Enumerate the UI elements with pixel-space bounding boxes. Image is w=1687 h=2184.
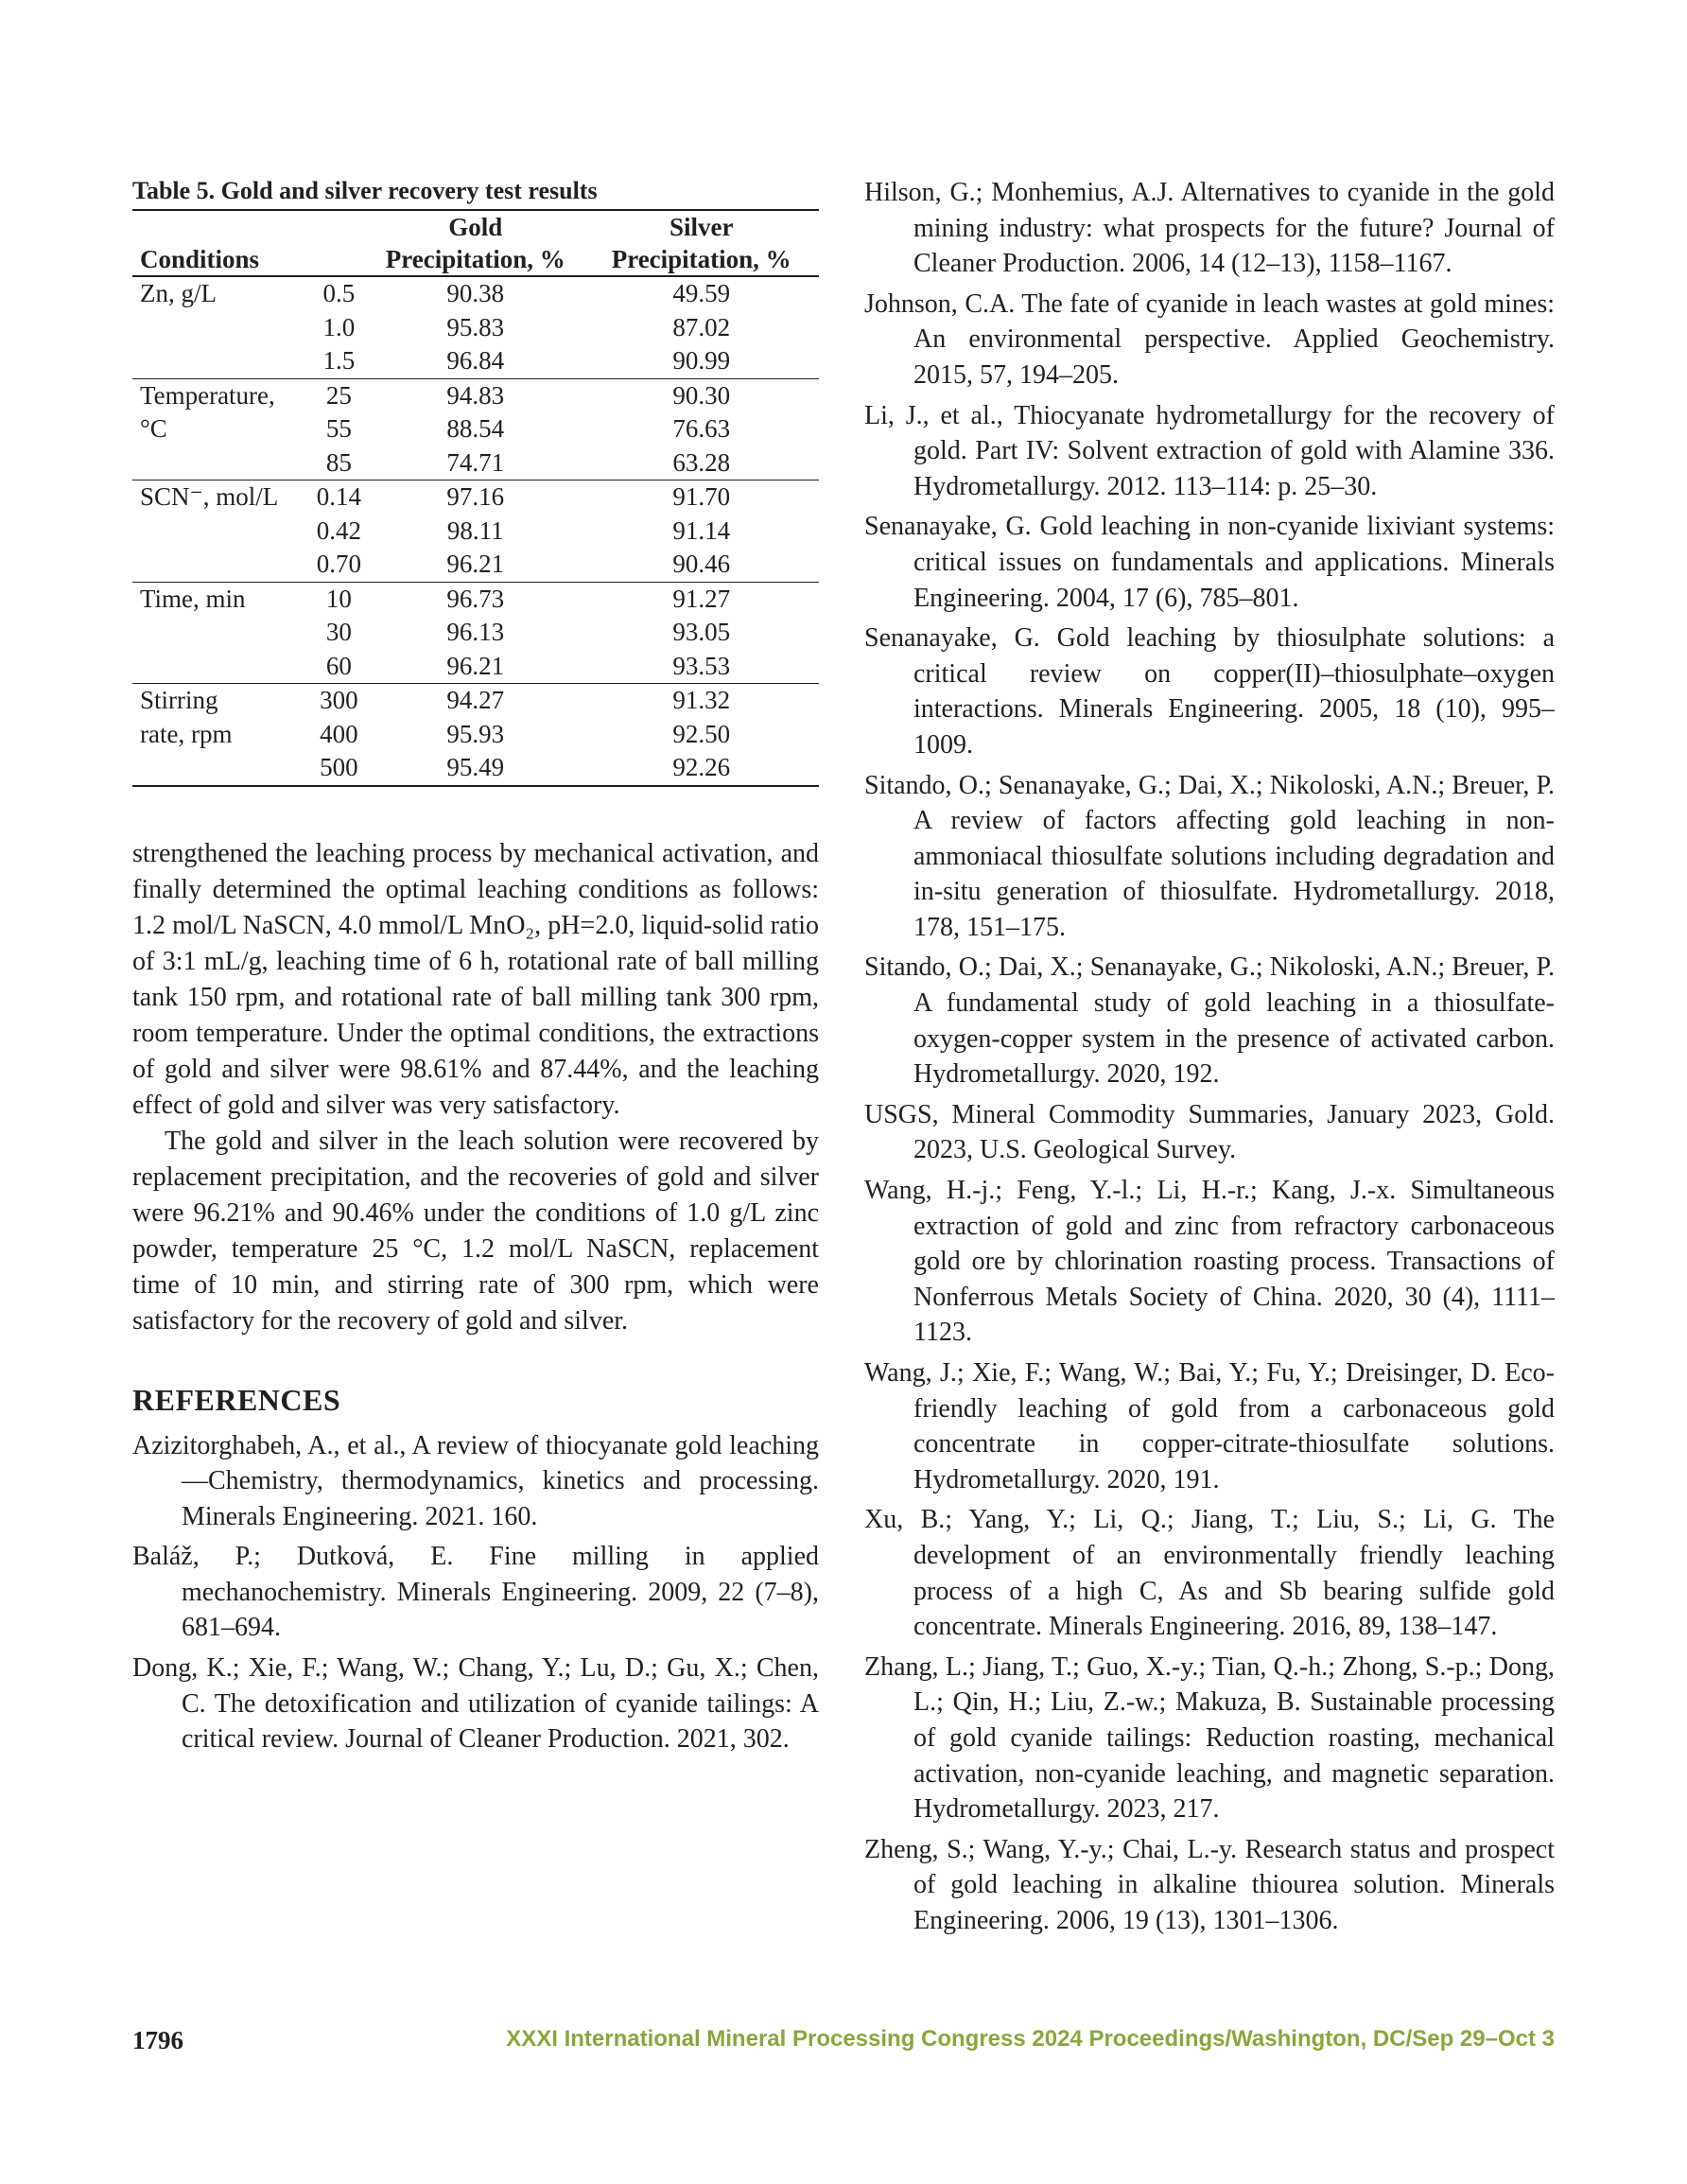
results-table xyxy=(132,209,819,787)
footer-title: XXXI International Mineral Processing Congress 2024 Proceedings/Washington, DC/Sep 29–Oct 3 xyxy=(506,2026,1555,2052)
cell-value: 300 xyxy=(320,686,358,714)
cell-condition: Stirring xyxy=(140,686,218,714)
cell-value: 500 xyxy=(311,751,368,786)
header-spacer xyxy=(132,210,311,243)
reference-item: Li, J., et al., Thiocyanate hydrometallurgy for the recovery of gold. Part IV: Solvent extraction of gold with Alamine 336. Hydrometallurgy. 2012. 113–114: p. 25–30. xyxy=(864,400,1555,501)
cell-silver: 92.50 xyxy=(672,719,731,748)
reference-item: Baláž, P.; Dutková, E. Fine milling in applied mechanochemistry. Minerals Engineering. 2009, 22 (7–8), 681–694. xyxy=(132,1542,819,1643)
cell-gold: 90.38 xyxy=(446,279,505,307)
cell-silver: 91.32 xyxy=(672,686,731,714)
body-text xyxy=(132,836,819,1339)
table-caption: Table 5. Gold and silver recovery test results xyxy=(132,177,598,204)
right-column xyxy=(864,175,1555,1944)
table-row xyxy=(132,650,819,684)
header-gold-line2: Precipitation, % xyxy=(367,243,583,276)
table-row xyxy=(132,751,819,786)
cell-value: 55 xyxy=(325,414,352,443)
reference-item: Zhang, L.; Jiang, T.; Guo, X.-y.; Tian, Q.-h.; Zhong, S.-p.; Dong, L.; Qin, H.; Liu, Z.-w.; Makuza, B. Sustainable processing of gold cyanide tailings: Reduction roasting, mechanical activation, non-cyanide leaching, and magnetic separation. Hydrometallurgy. 2023, 217. xyxy=(864,1651,1555,1825)
table-row xyxy=(132,582,819,616)
reference-item: Johnson, C.A. The fate of cyanide in leach wastes at gold mines: An environmental perspective. Applied Geochemistry. 2015, 57, 194–205. xyxy=(864,288,1555,390)
cell-gold: 74.71 xyxy=(367,446,583,480)
cell-value: 25 xyxy=(325,380,352,410)
cell-gold: 96.84 xyxy=(367,344,583,378)
cell-gold: 95.93 xyxy=(446,719,505,748)
reference-item: Xu, B.; Yang, Y.; Li, Q.; Jiang, T.; Liu, S.; Li, G. The development of an environmentally friendly leaching process of a high C, As and Sb bearing sulfide gold concentrate. Minerals Engineering. 2016, 89, 138–147. xyxy=(864,1505,1555,1642)
cell-silver: 49.59 xyxy=(672,279,731,307)
cell-condition xyxy=(132,616,311,650)
cell-gold: 95.83 xyxy=(446,312,505,341)
cell-silver: 90.99 xyxy=(583,344,819,378)
cell-value: 60 xyxy=(311,650,368,684)
cell-condition: Zn, g/L xyxy=(140,279,217,307)
header-silver-line1: Silver xyxy=(583,210,819,243)
cell-gold: 96.13 xyxy=(446,618,505,646)
header-conditions: Conditions xyxy=(132,243,311,276)
cell-value: 0.70 xyxy=(311,548,368,582)
cell-condition xyxy=(132,515,311,549)
cell-silver: 91.14 xyxy=(672,515,731,545)
cell-value: 0.42 xyxy=(316,515,361,545)
cell-silver: 63.28 xyxy=(583,446,819,480)
cell-silver: 93.05 xyxy=(672,618,731,646)
cell-gold: 96.21 xyxy=(367,548,583,582)
cell-gold: 94.27 xyxy=(446,686,505,714)
reference-item: Azizitorghabeh, A., et al., A review of thiocyanate gold leaching—Chemistry, thermodynamics, kinetics and processing. Minerals Engineering. 2021. 160. xyxy=(132,1430,819,1531)
table-row xyxy=(132,515,819,549)
cell-gold: 97.16 xyxy=(446,482,505,511)
cell-gold: 94.83 xyxy=(446,380,505,410)
reference-item: Sitando, O.; Dai, X.; Senanayake, G.; Nikoloski, A.N.; Breuer, P. A fundamental study of gold leaching in a thiosulfate-oxygen-copper system in the presence of activated carbon. Hydrometallurgy. 2020, 192. xyxy=(864,952,1555,1090)
cell-silver: 93.53 xyxy=(583,650,819,684)
cell-silver: 91.70 xyxy=(672,482,731,511)
cell-silver: 76.63 xyxy=(672,414,731,443)
cell-condition xyxy=(132,344,311,378)
body-paragraph: The gold and silver in the leach solution were recovered by replacement precipitation, and the recoveries of gold and silver were 96.21% and 90.46% under the conditions of 1.0 g/L zinc powder, temperature 25 °C, 1.2 mol/L NaSCN, replacement time of 10 min, and stirring rate of 300 rpm, which were satisfactory for the recovery of gold and silver. xyxy=(132,1126,819,1336)
cell-value: 400 xyxy=(320,719,358,748)
table-row xyxy=(132,446,819,480)
table-row xyxy=(132,412,819,446)
cell-condition xyxy=(132,446,311,480)
cell-condition: Time, min xyxy=(140,584,246,613)
cell-silver: 90.30 xyxy=(672,380,731,410)
table-row xyxy=(132,311,819,345)
reference-item: Hilson, G.; Monhemius, A.J. Alternatives to cyanide in the gold mining industry: what prospects for the future? Journal of Cleaner Production. 2006, 14 (12–13), 1158–1167. xyxy=(864,178,1555,279)
table-row xyxy=(132,378,819,412)
reference-item: USGS, Mineral Commodity Summaries, January 2023, Gold. 2023, U.S. Geological Survey. xyxy=(864,1099,1555,1165)
cell-gold: 96.21 xyxy=(367,650,583,684)
cell-value: 0.5 xyxy=(322,279,356,307)
table-row xyxy=(132,616,819,650)
header-spacer xyxy=(311,210,368,243)
cell-condition: Temperature, xyxy=(140,380,275,410)
table-row xyxy=(132,344,819,378)
cell-value: 85 xyxy=(311,446,368,480)
cell-value: 1.0 xyxy=(322,312,356,341)
cell-condition xyxy=(132,311,311,345)
cell-gold: 95.49 xyxy=(367,751,583,786)
left-column xyxy=(132,175,819,1762)
reference-item: Senanayake, G. Gold leaching by thiosulphate solutions: a critical review on copper(II)–thiosulphate–oxygen interactions. Minerals Engineering. 2005, 18 (10), 995–1009. xyxy=(864,623,1555,760)
cell-silver: 87.02 xyxy=(672,312,731,341)
table-row xyxy=(132,548,819,582)
cell-condition xyxy=(132,650,311,684)
cell-value: 1.5 xyxy=(311,344,368,378)
cell-condition xyxy=(132,548,311,582)
cell-silver: 92.26 xyxy=(583,751,819,786)
cell-condition xyxy=(132,751,311,786)
reference-item: Wang, H.-j.; Feng, Y.-l.; Li, H.-r.; Kang, J.-x. Simultaneous extraction of gold and zinc from refractory carbonaceous gold ore by chlorination roasting process. Transactions of Nonferrous Metals Society of China. 2020, 30 (4), 1111–1123. xyxy=(864,1176,1555,1348)
table-row xyxy=(132,684,819,718)
reference-item: Wang, J.; Xie, F.; Wang, W.; Bai, Y.; Fu, Y.; Dreisinger, D. Eco-friendly leaching of gold from a carbonaceous gold concentrate in copper-citrate-thiosulfate solutions. Hydrometallurgy. 2020, 191. xyxy=(864,1358,1555,1494)
cell-value: 0.14 xyxy=(316,482,361,511)
table-row xyxy=(132,480,819,515)
header-gold-line1: Gold xyxy=(367,210,583,243)
cell-value: 30 xyxy=(325,618,352,646)
reference-item: Sitando, O.; Senanayake, G.; Dai, X.; Nikoloski, A.N.; Breuer, P. A review of factors affecting gold leaching in non-ammoniacal thiosulfate solutions including degradation and in-situ generation of thiosulfate. Hydrometallurgy. 2018, 178, 151–175. xyxy=(864,770,1555,942)
cell-condition: SCN⁻, mol/L xyxy=(140,482,279,511)
cell-condition: °C xyxy=(140,414,167,443)
header-spacer xyxy=(311,243,368,276)
reference-item: Zheng, S.; Wang, Y.-y.; Chai, L.-y. Research status and prospect of gold leaching in alkaline thiourea solution. Minerals Engineering. 2006, 19 (13), 1301–1306. xyxy=(864,1834,1555,1935)
cell-gold: 98.11 xyxy=(446,515,504,545)
cell-silver: 91.27 xyxy=(672,584,731,613)
cell-silver: 90.46 xyxy=(583,548,819,582)
body-paragraph: strengthened the leaching process by mechanical activation, and finally determined the optimal leaching conditions as follows: 1.2 mol/L NaSCN, 4.0 mmol/L MnO₂, pH=2.0, liquid-solid ratio of 3:1 mL/g, leaching time of 6 h, rotational rate of ball milling tank 150 rpm, and rotational rate of ball milling tank 300 rpm, room temperature. Under the optimal conditions, the extractions of gold and silver were 98.61% and 87.44%, and the leaching effect of gold and silver was very satisfactory. xyxy=(132,838,819,1120)
page-number: 1796 xyxy=(132,2026,183,2054)
table-row xyxy=(132,276,819,311)
cell-condition: rate, rpm xyxy=(140,719,233,748)
references-heading: REFERENCES xyxy=(132,1382,341,1417)
cell-value: 10 xyxy=(325,584,352,613)
table-row xyxy=(132,718,819,752)
reference-item: Dong, K.; Xie, F.; Wang, W.; Chang, Y.; Lu, D.; Gu, X.; Chen, C. The detoxification and utilization of cyanide tailings: A critical review. Journal of Cleaner Production. 2021, 302. xyxy=(132,1653,819,1755)
header-silver-line2: Precipitation, % xyxy=(583,243,819,276)
cell-gold: 96.73 xyxy=(446,584,505,613)
cell-gold: 88.54 xyxy=(446,414,505,443)
reference-item: Senanayake, G. Gold leaching in non-cyanide lixiviant systems: critical issues on fundamentals and applications. Minerals Engineering. 2004, 17 (6), 785–801. xyxy=(864,512,1555,613)
